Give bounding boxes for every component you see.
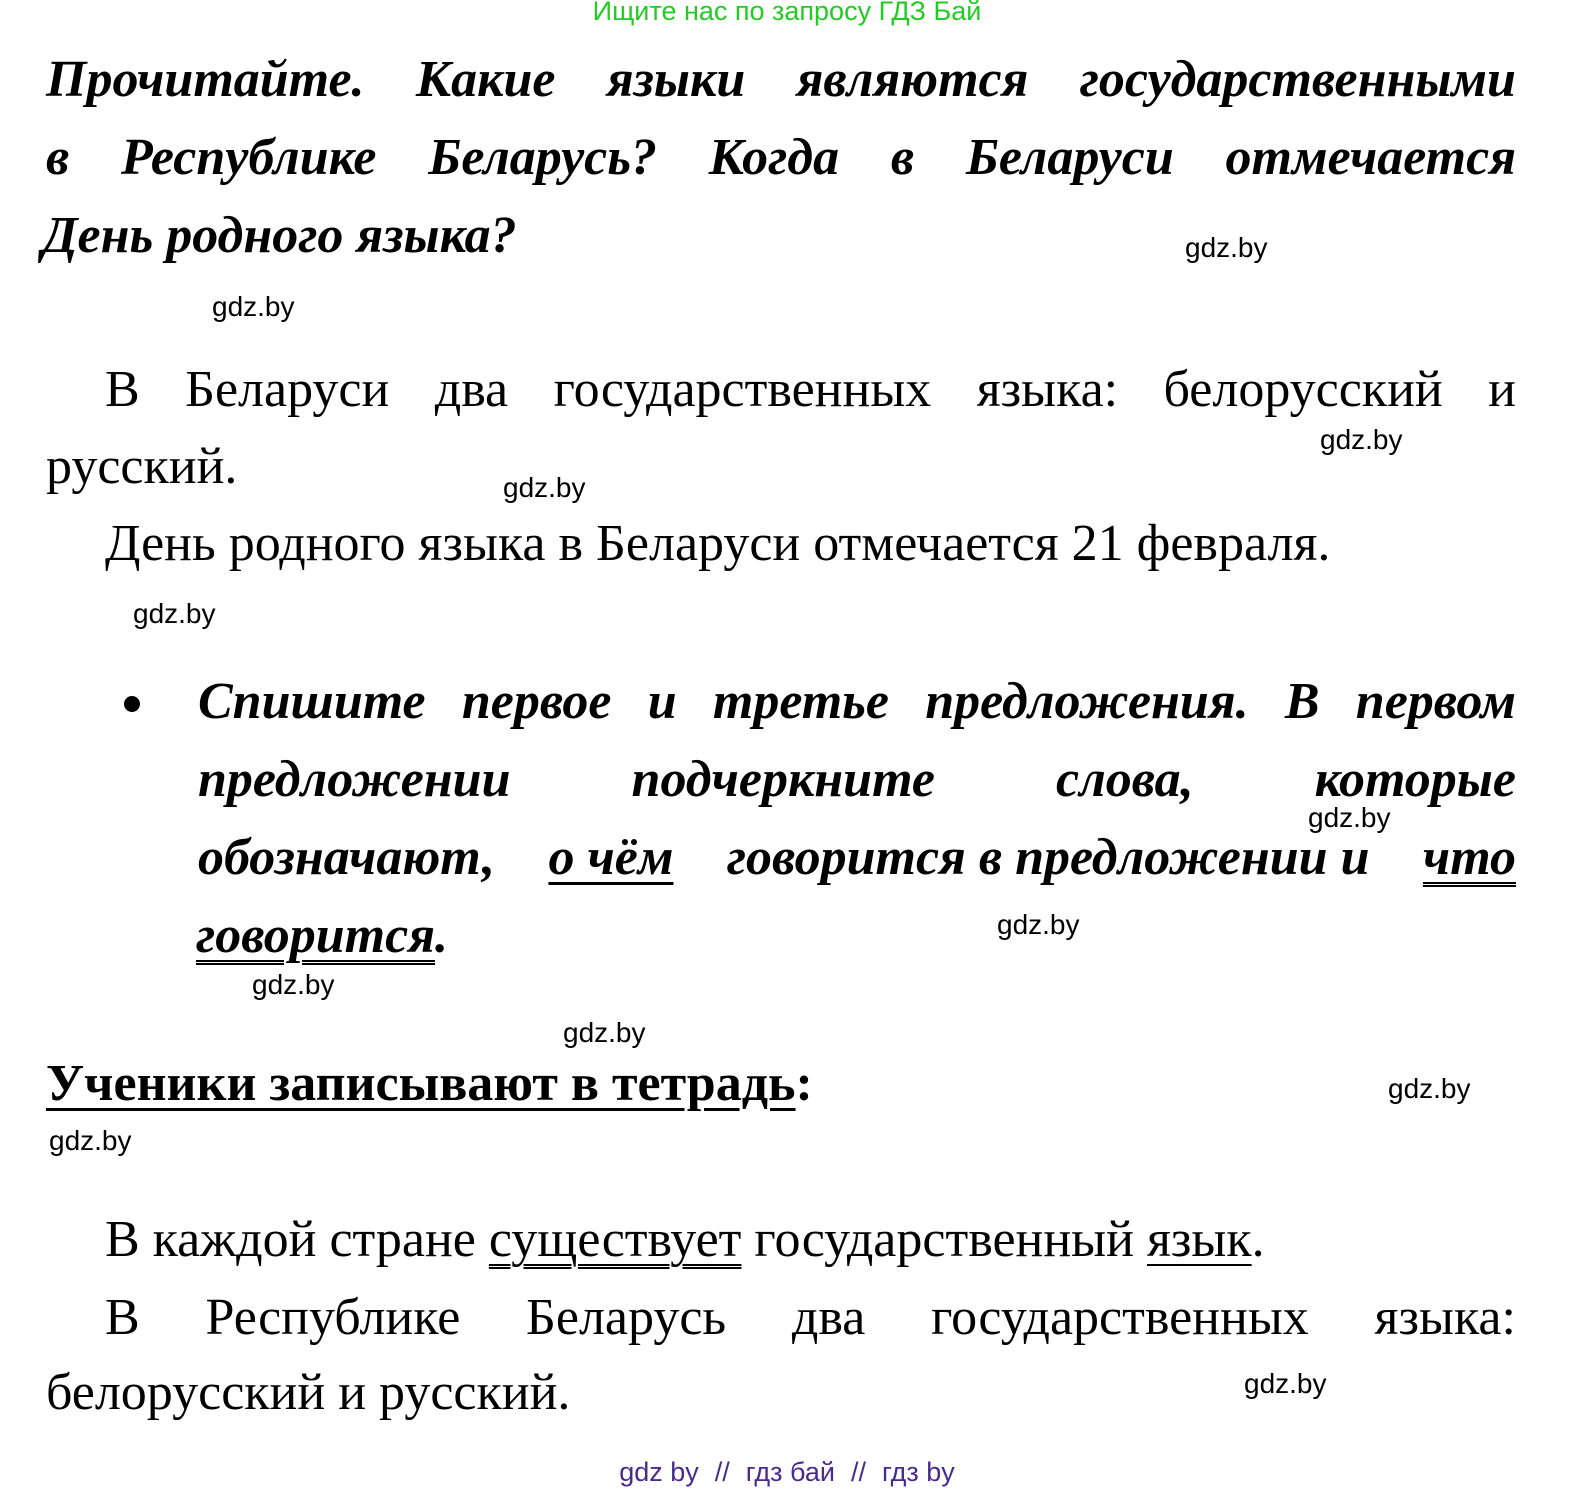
footer-links [0,1457,1574,1488]
assignment-word: предложении [198,751,511,808]
section-heading [46,1054,813,1113]
notebook-word: языка: [1374,1289,1516,1346]
underlined-subject: язык [1146,1211,1252,1268]
task-word: в [890,129,915,186]
assignment-word: третье [712,673,890,730]
section-heading-text: Ученики записывают в тетрадь [46,1055,796,1112]
text-run: В каждой стране [105,1211,476,1268]
notebook-sentence-1 [105,1210,1265,1269]
task-word: государственными [1079,51,1516,108]
notebook-word: два [791,1289,866,1346]
notebook-word: Республике [205,1289,461,1346]
answer-line-2: русский. [46,438,238,495]
watermark: gdz.by [563,1017,646,1048]
watermark: gdz.by [503,472,586,503]
assignment-word: обозначают, [198,829,496,886]
period: . [434,907,448,964]
assignment-word: первом [1355,673,1516,730]
answer-word: и [1488,361,1516,418]
footer-separator: // [850,1457,866,1487]
watermark: gdz.by [1308,802,1391,833]
task-line-3: День родного языка? [42,207,517,264]
assignment-word: говорится в предложении и [726,829,1370,886]
double-underlined-predicate: что [1422,829,1516,886]
answer-line-1 [105,360,1516,419]
assignment-word: Спишите [198,673,426,730]
underlined-subject: о чём [548,829,674,886]
watermark: gdz.by [1185,232,1268,263]
task-line-1 [46,50,1516,109]
text-run: государственный [754,1211,1134,1268]
task-word: Беларусь? [428,129,658,186]
footer-link-gdz-by-cyr[interactable]: гдз by [882,1457,955,1487]
watermark: gdz.by [1320,424,1403,455]
top-banner: Ищите нас по запросу ГДЗ Бай [592,0,982,26]
watermark: gdz.by [1244,1368,1327,1399]
double-underlined-predicate: существует [488,1211,742,1268]
assignment-word: подчеркните [631,751,935,808]
assignment-word: В [1284,673,1320,730]
notebook-sentence-2-line-2: белорусский и русский. [46,1364,571,1421]
notebook-word: Беларусь [526,1289,727,1346]
assignment-word: первое [461,673,612,730]
task-word: Республике [121,129,377,186]
watermark: gdz.by [133,598,216,629]
assignment-line-4 [196,906,448,965]
watermark: gdz.by [997,909,1080,940]
assignment-word: и [647,673,677,730]
watermark: gdz.by [252,969,335,1000]
task-word: Когда [708,129,840,186]
answer-word: государственных [553,361,932,418]
notebook-word: государственных [931,1289,1309,1346]
assignment-word: предложения. [925,673,1249,730]
assignment-line-1 [198,672,1516,731]
answer-word: языка: [976,361,1119,418]
footer-separator: // [714,1457,730,1487]
notebook-word: В [105,1289,140,1346]
assignment-line-2 [198,750,1516,809]
notebook-sentence-2-line-1 [105,1288,1516,1347]
assignment-line-3 [198,828,1516,887]
assignment-word: которые [1314,751,1516,808]
task-word: в [46,129,70,186]
watermark: gdz.by [49,1125,132,1156]
task-word: языки [606,51,746,108]
task-word: являются [796,51,1029,108]
watermark: gdz.by [212,291,295,322]
task-line-2 [46,128,1516,187]
period: . [1251,1211,1265,1268]
answer-word: белорусский [1163,361,1443,418]
assignment-word: слова, [1055,751,1194,808]
task-word: Беларуси [965,129,1174,186]
answer-word: два [434,361,509,418]
watermark: gdz.by [1388,1073,1471,1104]
footer-link-gdz-bai[interactable]: гдз бай [745,1457,835,1487]
double-underlined-predicate: говорится [196,907,435,964]
task-word: Какие [415,51,556,108]
heading-colon: : [795,1055,813,1112]
task-word: отмечается [1225,129,1516,186]
bullet-dot [124,696,140,712]
answer-word: В [105,361,140,418]
answer-line-3: День родного языка в Беларуси отмечается 21 февраля. [105,515,1331,572]
answer-word: Беларуси [185,361,390,418]
footer-link-gdz-by[interactable]: gdz by [619,1457,699,1487]
task-word: Прочитайте. [46,51,365,108]
